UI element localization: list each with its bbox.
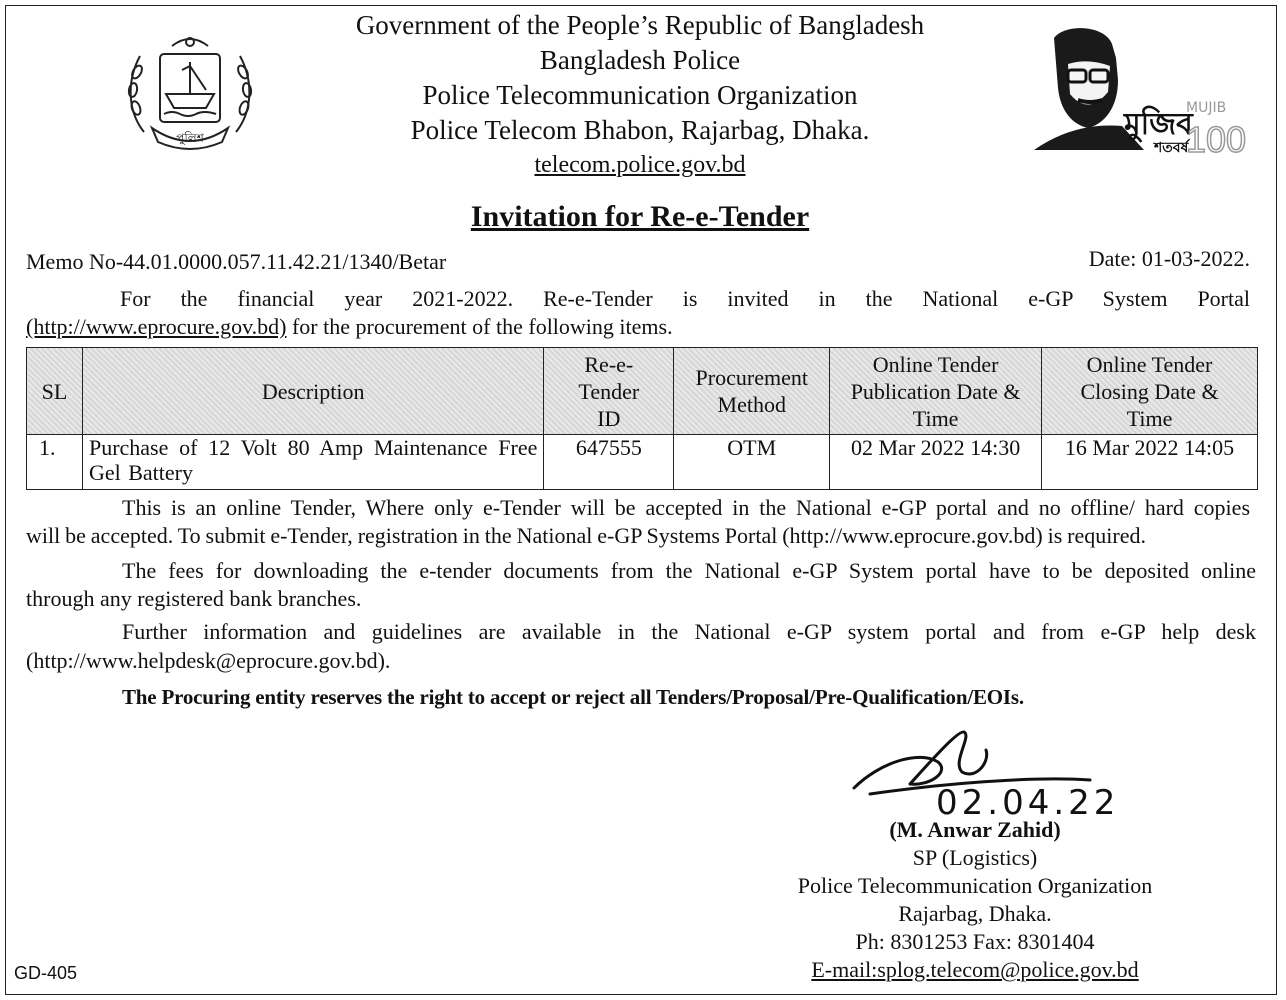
cell-description (82, 435, 543, 490)
header-address: Police Telecom Bhabon, Rajarbag, Dhaka. (410, 115, 870, 145)
memo-date: Date: 01-03-2022. (1088, 246, 1250, 271)
col-header-publication: Online Tender Publication Date & Time (830, 348, 1042, 435)
signatory-phone: Ph: 8301253 Fax: 8301404 (855, 929, 1095, 954)
document-title: Invitation for Re-e-Tender (470, 200, 810, 233)
header-website-link[interactable]: telecom.police.gov.bd (534, 152, 746, 178)
table-header-row (27, 348, 1258, 435)
table-row (27, 435, 1258, 490)
header-police: Bangladesh Police (539, 45, 741, 75)
header-org: Police Telecommunication Organization (422, 80, 858, 110)
cell-method: OTM (674, 435, 830, 490)
description-text: Purchase of 12 Volt 80 Amp Maintenance Free Gel Battery (88, 435, 538, 485)
col-header-sl: SL (27, 348, 83, 435)
handwritten-date: 02.04.22 (936, 783, 1120, 823)
signatory-designation: SP (Logistics) (912, 845, 1038, 870)
signatory-address: Rajarbag, Dhaka. (898, 901, 1052, 926)
intro-line-2-text: for the procurement of the following items. (286, 314, 673, 339)
col-header-description: Description (82, 348, 543, 435)
cell-sl: 1. (27, 435, 83, 490)
cell-closing: 16 Mar 2022 14:05 (1042, 435, 1258, 490)
police-emblem-icon (122, 32, 258, 152)
mujib-text-bn: মুজিব (1124, 107, 1193, 142)
para3-line1: Further information and guidelines are available in the National e-GP system portal and from e-GP help desk (122, 619, 1256, 644)
col-header-method: Procurement Method (674, 348, 830, 435)
header-gov: Government of the People’s Republic of Bangladesh (355, 10, 925, 40)
handwritten-signature (840, 722, 1180, 822)
cell-tender-id: 647555 (544, 435, 674, 490)
eprocure-link[interactable]: (http://www.eprocure.gov.bd) (26, 314, 287, 339)
mujib-text-en: MUJIB (1186, 100, 1227, 116)
closing-header-text: Online Tender Closing Date & Time (1080, 351, 1219, 431)
para3-line2: (http://www.helpdesk@eprocure.gov.bd). (26, 648, 391, 673)
cell-publication: 02 Mar 2022 14:30 (830, 435, 1042, 490)
intro-line-2 (26, 312, 673, 342)
signatory-org: Police Telecommunication Organization (797, 873, 1153, 898)
mujib-portrait-icon (1034, 18, 1247, 160)
para2-line1: The fees for downloading the e-tender documents from the National e-GP System portal have to be deposited online (122, 558, 1256, 583)
intro-line-1: For the financial year 2021-2022. Re-e-Tender is invited in the National e-GP System Portal (120, 286, 1250, 311)
col-header-tender-id (544, 348, 674, 435)
shotoborsho-text: শতবর্ষ (1154, 140, 1189, 156)
footer-code: GD-405 (14, 963, 78, 983)
memo-number: Memo No-44.01.0000.057.11.42.21/1340/Betar (26, 249, 447, 274)
para1-line1: This is an online Tender, Where only e-Tender will be accepted in the National e-GP portal and no offline/ hard copies (122, 495, 1250, 520)
tender-id-header-text: Re-e-Tender ID (578, 351, 640, 431)
para1-line2: will be accepted. To submit e-Tender, registration in the National e-GP Systems Portal (http://www.eprocure.gov.bd) is required. (26, 523, 1146, 548)
tender-table (26, 347, 1258, 490)
signatory-email-link[interactable]: E-mail:splog.telecom@police.gov.bd (811, 957, 1139, 982)
procuring-entity-notice: The Procuring entity reserves the right to accept or reject all Tenders/Proposal/Pre-Qualification/EOIs. (122, 685, 1024, 709)
para2-line2: through any registered bank branches. (26, 586, 362, 611)
signatory-name: (M. Anwar Zahid) (889, 817, 1061, 842)
emblem-text: পুলিশ (176, 131, 204, 145)
mujib-100-text: 100 (1186, 119, 1247, 160)
col-header-closing (1042, 348, 1258, 435)
